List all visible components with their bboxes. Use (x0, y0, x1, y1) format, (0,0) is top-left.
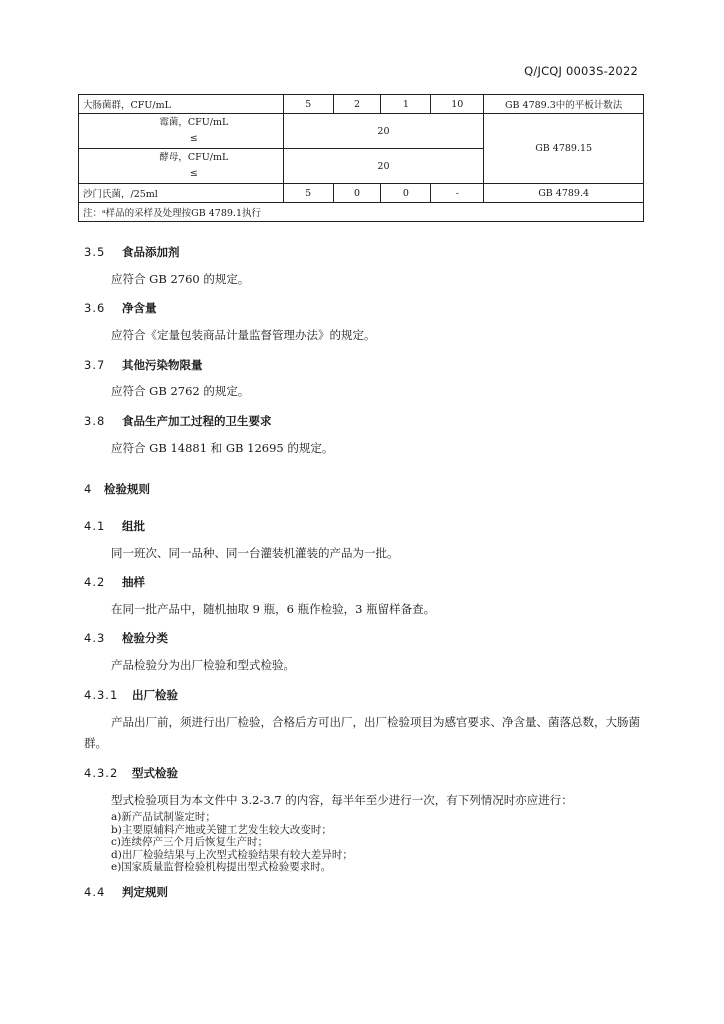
section-body: 应符合 GB 2760 的规定。 (111, 272, 250, 286)
section-number: 4.3.2 (84, 766, 119, 780)
section-body: 应符合《定量包装商品计量监督管理办法》的规定。 (111, 328, 376, 342)
section-number: 4.3 (84, 631, 106, 645)
m-value: 1 (381, 95, 431, 114)
yeast-label: 酵母，CFU/mL (159, 152, 229, 163)
section-title: 检验分类 (122, 631, 168, 645)
c-value: 2 (333, 95, 381, 114)
n-value: 5 (283, 184, 333, 203)
list-item: b)主要原辅料产地或关键工艺发生较大改变时； (111, 823, 332, 836)
section-title: 型式检验 (132, 766, 178, 780)
microbial-limits-table (78, 94, 644, 222)
M-value: 10 (431, 95, 484, 114)
M-value: - (431, 184, 484, 203)
limit-value: 20 (283, 114, 484, 149)
chapter-heading (84, 481, 150, 497)
test-method: GB 4789.15 (484, 114, 644, 184)
list-item: e)国家质量监督检验机构提出型式检验要求时。 (111, 861, 332, 873)
section-number: 4.4 (84, 885, 106, 899)
section-body: 应符合 GB 2762 的规定。 (111, 384, 250, 398)
section-body: 产品检验分为出厂检验和型式检验。 (111, 658, 295, 672)
item-name: 大肠菌群，CFU/mL (79, 95, 284, 114)
n-value: 5 (283, 95, 333, 114)
section-heading (84, 244, 180, 260)
section-heading (84, 687, 178, 703)
section-number: 4.3.1 (84, 688, 119, 702)
section-number: 3.7 (84, 358, 106, 372)
mold-label: 霉菌，CFU/mL (159, 117, 229, 128)
test-method: GB 4789.3中的平板计数法 (484, 95, 644, 114)
section-title: 食品添加剂 (122, 245, 180, 259)
section-number: 3.8 (84, 414, 106, 428)
table-row (79, 184, 644, 203)
item-name (79, 149, 284, 184)
section-title: 净含量 (122, 301, 157, 315)
item-name (79, 114, 284, 149)
section-title: 判定规则 (122, 885, 168, 899)
table-note: 注：ᵃ样品的采样及处理按GB 4789.1执行 (79, 203, 644, 222)
condition-list (111, 811, 353, 874)
table-row (79, 203, 644, 222)
section-title: 食品生产加工过程的卫生要求 (122, 414, 272, 428)
section-title: 组批 (122, 519, 145, 533)
section-heading (84, 413, 272, 429)
section-title: 出厂检验 (132, 688, 178, 702)
c-value: 0 (333, 184, 381, 203)
section-number: 4 (84, 482, 93, 496)
table-row (79, 114, 644, 149)
section-title: 检验规则 (104, 482, 150, 496)
item-name: 沙门氏菌，/25ml (79, 184, 284, 203)
list-item: c)连续停产三个月后恢复生产时； (111, 836, 268, 848)
section-body: 同一班次、同一品种、同一台灌装机灌装的产品为一批。 (111, 546, 399, 560)
m-value: 0 (381, 184, 431, 203)
list-item: a)新产品试制鉴定时； (111, 811, 216, 823)
section-title: 抽样 (122, 575, 145, 589)
section-heading (84, 765, 178, 781)
list-item: d)出厂检验结果与上次型式检验结果有较大差异时； (111, 848, 353, 861)
section-body: 应符合 GB 14881 和 GB 12695 的规定。 (111, 441, 334, 455)
le-symbol: ≤ (189, 168, 198, 179)
test-method: GB 4789.4 (484, 184, 644, 203)
section-number: 3.5 (84, 245, 106, 259)
table-row (79, 95, 644, 114)
section-number: 4.1 (84, 519, 106, 533)
section-heading (84, 574, 145, 590)
section-heading (84, 884, 168, 900)
limit-value: 20 (283, 149, 484, 184)
section-body: 产品出厂前，须进行出厂检验，合格后方可出厂，出厂检验项目为感官要求、净含量、菌落总数，大肠菌群。 (84, 715, 640, 750)
section-heading (84, 300, 157, 316)
document-code: Q/JCQJ 0003S-2022 (524, 64, 638, 78)
le-symbol: ≤ (189, 133, 198, 144)
section-body: 在同一批产品中，随机抽取 9 瓶，6 瓶作检验，3 瓶留样备查。 (111, 602, 436, 616)
section-heading (84, 630, 168, 646)
section-body: 型式检验项目为本文件中 3.2-3.7 的内容，每半年至少进行一次，有下列情况时亦应进行： (111, 793, 573, 807)
section-heading (84, 518, 145, 534)
section-heading (84, 357, 203, 373)
section-title: 其他污染物限量 (122, 358, 203, 372)
section-number: 4.2 (84, 575, 106, 589)
section-number: 3.6 (84, 301, 106, 315)
